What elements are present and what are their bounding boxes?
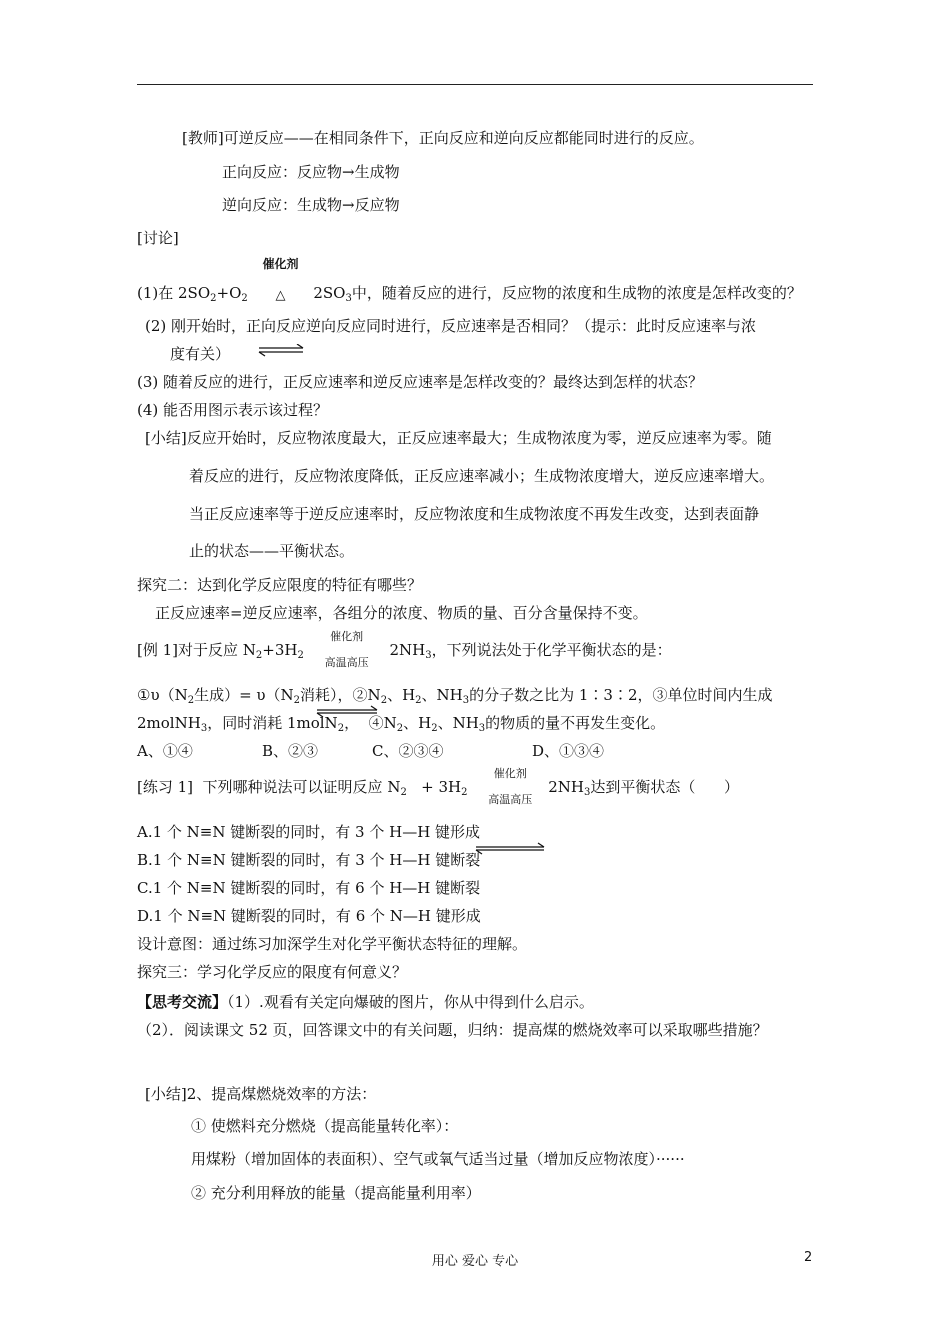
think-exchange-label: 【思考交流】 — [137, 993, 228, 1011]
summary1-line2: 着反应的进行，反应物浓度降低，正反应速率减小；生成物浓度增大，逆反应速率增大。 — [189, 467, 775, 485]
example1-conditions-line1: $①\upsilon(N_2$生成）= $\upsilon(N_2$消耗），$②N_2$、$H_2$、$NH_3$的分子数之比为 1∶3∶2，③单位时间内生成 — [137, 686, 773, 706]
exercise1-question: [练习 1] 下列哪种说法可以证明反应 $N_2 + 3H_2$ 催化剂 高温高压 $2NH_3$达到平衡状态（ ） — [137, 777, 739, 798]
heat-symbol: △ — [275, 288, 286, 303]
example1-conditions-line2: 2molNH$_3$，同时消耗 1molN$_2$， $④N_2$、$H_2$、$NH_3$的物质的量不再发生变化。 — [137, 714, 666, 734]
forward-reaction-line: 正向反应：反应物→生成物 — [222, 163, 400, 181]
reverse-reaction-line: 逆向反应：生成物→反应物 — [222, 196, 400, 214]
reversible-arrow-nh3 — [315, 630, 379, 669]
discussion-q2: (2) 刚开始时，正向反应逆向反应同时进行，反应速率是否相同？（提示：此时反应速率与浓 — [145, 317, 757, 335]
summary1-line3: 当正反应速率等于逆反应速率时，反应物浓度和生成物浓度不再发生改变，达到表面静 — [189, 505, 760, 523]
exercise1-option-d: D.1 个 N≡N 键断裂的同时，有 6 个 N—H 键形成 — [137, 907, 481, 925]
summary2-item1-detail: 用煤粉（增加固体的表面积）、空气或氧气适当过量（增加反应物浓度）······ — [191, 1150, 685, 1168]
teacher-definition — [182, 128, 704, 148]
example1-option-a: A、①④ — [137, 742, 193, 760]
summary1-line1: [小结]反应开始时，反应物浓度最大，正反应速率最大；生成物浓度为零，逆反应速率为零。随 — [145, 429, 772, 447]
design-intent: 设计意图：通过练习加深学生对化学平衡状态特征的理解。 — [137, 935, 528, 953]
summary2-title: [小结]2、提高煤燃烧效率的方法： — [145, 1085, 377, 1103]
catalyst-label: 催化剂 — [493, 767, 527, 780]
discussion-q2-cont: 度有关） — [170, 345, 231, 363]
example1-option-c: C、②③④ — [372, 742, 444, 760]
page-footer: 用心 爱心 专心 — [431, 1254, 519, 1269]
condition-label: 高温高压 — [488, 793, 533, 806]
example1-option-b: B、②③ — [262, 742, 319, 760]
discussion-q4: (4) 能否用图示表示该过程？ — [137, 401, 329, 419]
exercise1-option-a: A.1 个 N≡N 键断裂的同时，有 3 个 H—H 键形成 — [137, 823, 481, 841]
think-exchange-2: （2）．阅读课文 52 页，回答课文中的有关问题，归纳：提高煤的燃烧效率可以采取哪些措施？ — [137, 1021, 768, 1039]
explore2-answer: 正反应速率=逆反应速率，各组分的浓度、物质的量、百分含量保持不变。 — [155, 604, 648, 622]
summary1-line4: 止的状态——平衡状态。 — [189, 542, 355, 560]
example1-option-d: D、①③④ — [532, 742, 605, 760]
summary2-item1: ① 使燃料充分燃烧（提高能量转化率）： — [191, 1117, 459, 1135]
header-rule — [137, 84, 813, 85]
discussion-q3: (3) 随着反应的进行，正反应速率和逆反应速率是怎样改变的？最终达到怎样的状态？ — [137, 373, 704, 391]
exercise1-option-c: C.1 个 N≡N 键断裂的同时，有 6 个 H—H 键断裂 — [137, 879, 481, 897]
teacher-label: [教师] — [182, 129, 224, 147]
explore2-title: 探究二：达到化学反应限度的特征有哪些？ — [137, 576, 423, 594]
catalyst-label: 催化剂 — [330, 630, 364, 643]
think-exchange-1: 【思考交流】（1）.观看有关定向爆破的图片，你从中得到什么启示。 — [137, 993, 594, 1011]
condition-label: 高温高压 — [324, 656, 369, 669]
example1-question: [例 1]对于反应 $N_2+3H_2$ 催化剂 高温高压 $2NH_3$，下列说法处于化学平衡状态的是： — [137, 640, 672, 661]
page-number: 2 — [804, 1250, 813, 1265]
summary2-item2: ② 充分利用释放的能量（提高能量利用率） — [191, 1184, 481, 1202]
exercise1-option-b: B.1 个 N≡N 键断裂的同时，有 3 个 H—H 键断裂 — [137, 851, 481, 869]
discussion-label: [讨论] — [137, 229, 179, 247]
discussion-q1: (1)在 $2SO_2+O_2$ 催化剂 △ $2SO_3$中，随着反应的进行，反应物的浓度和生成物的浓度是怎样改变的？ — [137, 283, 802, 304]
catalyst-label: 催化剂 — [262, 257, 299, 271]
explore3-title: 探究三：学习化学反应的限度有何意义？ — [137, 963, 408, 981]
reversible-arrow-nh3-exercise — [474, 767, 546, 806]
reversible-arrow-so2 — [257, 257, 305, 304]
teacher-text: 可逆反应——在相同条件下，正向反应和逆向反应都能同时进行的反应。 — [223, 129, 704, 147]
